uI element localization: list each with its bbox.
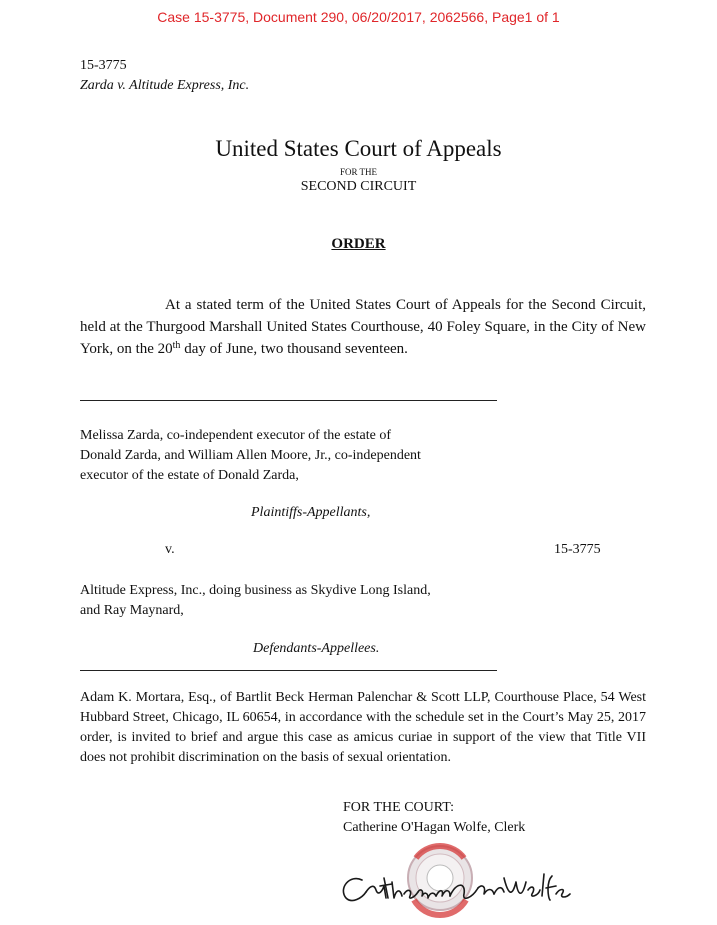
intro-paragraph bbox=[80, 294, 646, 360]
intro-ordinal-suffix: th bbox=[172, 340, 181, 351]
plaintiffs-line-1: Melissa Zarda, co-independent executor of the estate of bbox=[80, 428, 391, 443]
intro-text-part1: At a stated term of the United States Court of Appeals for the Second Circuit, held at the Thurgood Marshall United States Courthouse, 40 Foley Square, in the City of New York, on the 20 bbox=[80, 297, 646, 357]
court-title: United States Court of Appeals bbox=[215, 136, 502, 161]
for-the-court-label: FOR THE COURT: bbox=[343, 800, 454, 815]
order-heading: ORDER bbox=[331, 236, 386, 252]
case-header-stamp: Case 15-3775, Document 290, 06/20/2017, 2062566, Page1 of 1 bbox=[157, 9, 560, 25]
clerk-name: Catherine O'Hagan Wolfe, Clerk bbox=[343, 820, 526, 835]
defendants-role: Defendants-Appellees. bbox=[253, 641, 380, 656]
signature-svg bbox=[332, 838, 572, 920]
caption-top-rule bbox=[80, 400, 497, 401]
court-seal-icon bbox=[408, 846, 472, 915]
defendants-line-2: and Ray Maynard, bbox=[80, 603, 184, 618]
caption-bottom-rule bbox=[80, 670, 497, 671]
defendants-line-1: Altitude Express, Inc., doing business as Skydive Long Island, bbox=[80, 583, 431, 598]
plaintiffs-role: Plaintiffs-Appellants, bbox=[251, 505, 371, 520]
amicus-paragraph: Adam K. Mortara, Esq., of Bartlit Beck Herman Palenchar & Scott LLP, Courthouse Place, 54 West Hubbard Street, Chicago, IL 60654, in accordance with the schedule set in the Court’s May 25, 2017 order, is invited to brief and argue this case as amicus curiae in support of the view that Title VII does not prohibit discrimination on the basis of sexual orientation. bbox=[80, 690, 646, 765]
court-circuit: SECOND CIRCUIT bbox=[300, 179, 417, 194]
docket-number-right: 15-3775 bbox=[554, 542, 601, 557]
plaintiffs-line-3: executor of the estate of Donald Zarda, bbox=[80, 468, 299, 483]
intro-text-part2: day of June, two thousand seventeen. bbox=[180, 341, 408, 357]
clerk-signature-and-seal bbox=[332, 838, 572, 920]
docket-number: 15-3775 bbox=[80, 58, 127, 73]
versus: v. bbox=[165, 542, 175, 557]
court-for-the: FOR THE bbox=[339, 167, 378, 177]
plaintiffs-line-2: Donald Zarda, and William Allen Moore, Jr., co-independent bbox=[80, 448, 421, 463]
short-case-caption: Zarda v. Altitude Express, Inc. bbox=[80, 78, 250, 93]
